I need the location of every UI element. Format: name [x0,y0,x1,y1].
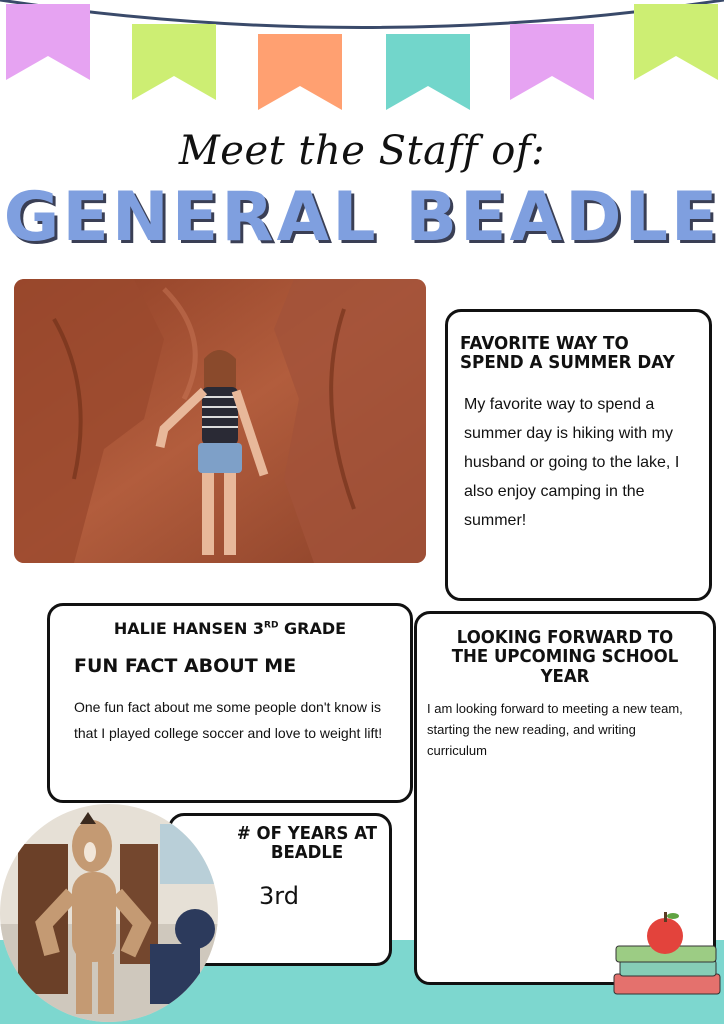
forward-heading-line2: THE UPCOMING SCHOOL [451,646,679,668]
staff-photo [14,279,426,563]
staff-name: HALIE HANSEN 3 [113,619,265,638]
summer-body: My favorite way to spend a summer day is hiking with my husband or going to the lake, I also enjoy camping in the summer! [464,396,680,529]
summer-heading-line2: SPEND A SUMMER DAY [460,352,675,374]
bunting-flag [258,34,342,110]
bunting-flag [510,24,594,100]
bunting-flag [132,24,216,100]
fun-fact-heading: FUN FACT ABOUT ME [74,655,297,677]
fun-fact-card [47,603,413,803]
years-heading-line2: BEADLE [270,842,344,864]
bunting-flag [634,4,718,80]
fun-fact-body: One fun fact about me some people don't know is that I played college soccer and love to weight lift! [74,699,383,741]
grade-superscript: RD [264,620,279,631]
summer-day-card [445,309,712,601]
meet-the-staff-title: Meet the Staff of: [178,128,546,174]
grade-suffix: GRADE [278,619,347,638]
school-name-title: GENERAL BEADLE [3,178,721,257]
forward-body: I am looking forward to meeting a new team, starting the new reading, and writing curriculum [427,701,683,758]
bunting-banner [0,0,724,120]
years-heading-line1: # OF YEARS AT [236,823,378,844]
books-apple-icon [610,906,724,1002]
staff-name-grade [50,620,410,637]
bunting-flag [386,34,470,110]
forward-heading-line3: YEAR [540,665,590,687]
forward-heading-line1: LOOKING FORWARD TO [456,627,674,648]
years-value: 3rd [259,882,299,910]
summer-heading-line1: FAVORITE WAY TO [460,333,629,354]
mascot-photo [0,804,218,1022]
bunting-flag [6,4,90,80]
